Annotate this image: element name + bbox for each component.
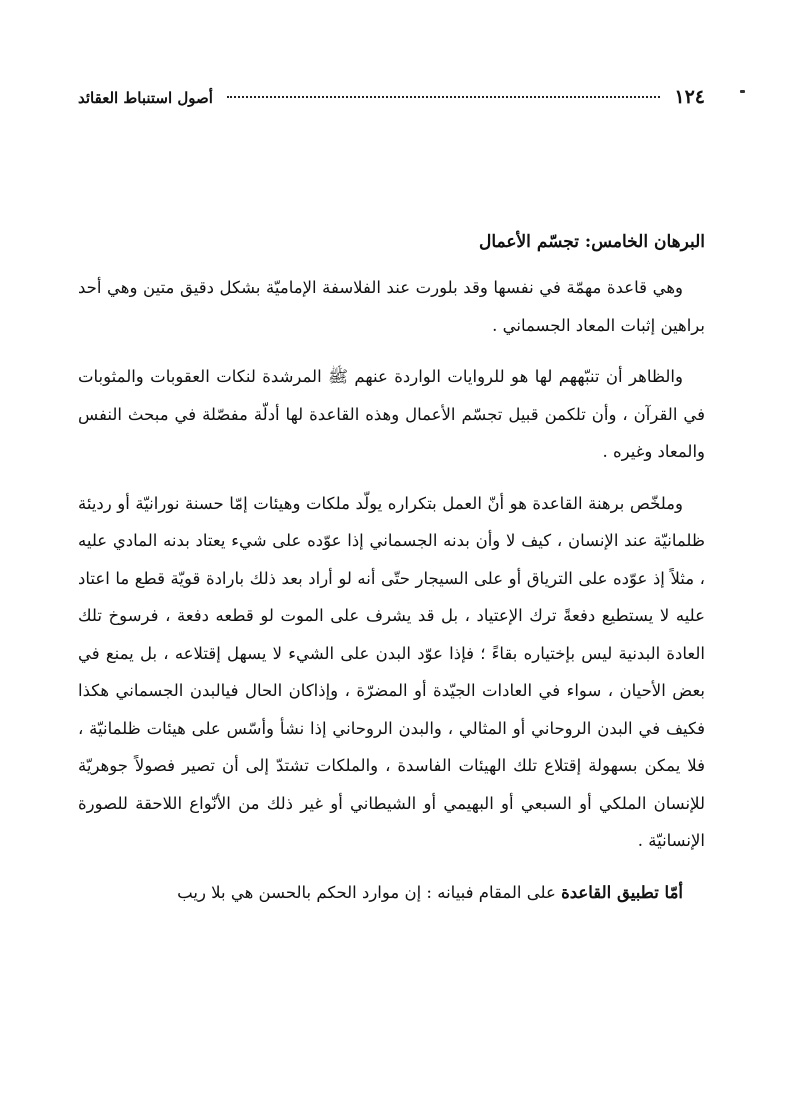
paragraph: والظاهر أن تنبّههم لها هو للروايات الواردة عنهم ﷺ المرشدة لنكات العقوبات والمثوبات في القرآن ، وأن تلكمن قبيل تجسّم الأعمال وهذه القاعدة لها أدلّة مفصّلة في مبحث النفس والمعاد وغيره . bbox=[78, 367, 705, 461]
bold-lead-phrase: أمّا تطبيق القاعدة bbox=[561, 882, 683, 902]
paragraph: وهي قاعدة مهمّة في نفسها وقد بلورت عند الفلاسفة الإماميّة بشكل دقيق متين وهي أحد براهين إثبات المعاد الجسماني . bbox=[78, 278, 705, 335]
margin-mark bbox=[740, 90, 745, 93]
paragraph: وملخّص برهنة القاعدة هو أنّ العمل بتكراره يولّد ملكات وهيئات إمّا حسنة نورانيّة أو رديئة ظلمانيّة عند الإنسان ، كيف لا وأن بدنه الجسماني إذا عوّده على شيء يعتاد بدنه المادي عليه ، مثلاً إذ عوّده على الترياق أو على السيجار حتّى أنه لو أراد بعد ذلك بارادة قويّة قطع ما اعتاد عليه لا يستطيع دفعةً ترك الإعتياد ، بل قد يشرف على الموت لو قطعه دفعة ، فرسوخ تلك العادة البدنية ليس بإختياره بقاءً ؛ فإذا عوّد البدن على الشيء لا يسهل إقتلاعه ، بل يمنع في بعض الأحيان ، سواء في العادات الجيّدة أو المضرّة ، وإذاكان الحال فيالبدن الجسماني هكذا فكيف في البدن الروحاني أو المثالي ، والبدن الروحاني إذا نشأ وأسّس على هيئات ظلمانيّة ، فلا يمكن بسهولة إقتلاع تلك الهيئات الفاسدة ، والملكات تشتدّ إلى أن تصير فصولاً جوهريّة للإنسان الملكي أو السبعي أو البهيمي أو الشيطاني أو غير ذلك من الأنّواع اللاحقة للصورة الإنسانيّة . bbox=[78, 493, 705, 850]
book-title: أصول استنباط العقائد bbox=[78, 89, 213, 107]
page-number: ١٢٤ bbox=[674, 86, 705, 108]
section-heading: البرهان الخامس: تجسّم الأعمال bbox=[478, 232, 705, 252]
final-paragraph bbox=[78, 874, 705, 912]
running-header bbox=[78, 86, 705, 112]
paragraph-continuation: على المقام فبيانه : إن موارد الحكم بالحسن هي بلا ريب bbox=[177, 882, 562, 902]
header-dot-leader bbox=[227, 96, 660, 98]
page-body bbox=[78, 226, 705, 911]
